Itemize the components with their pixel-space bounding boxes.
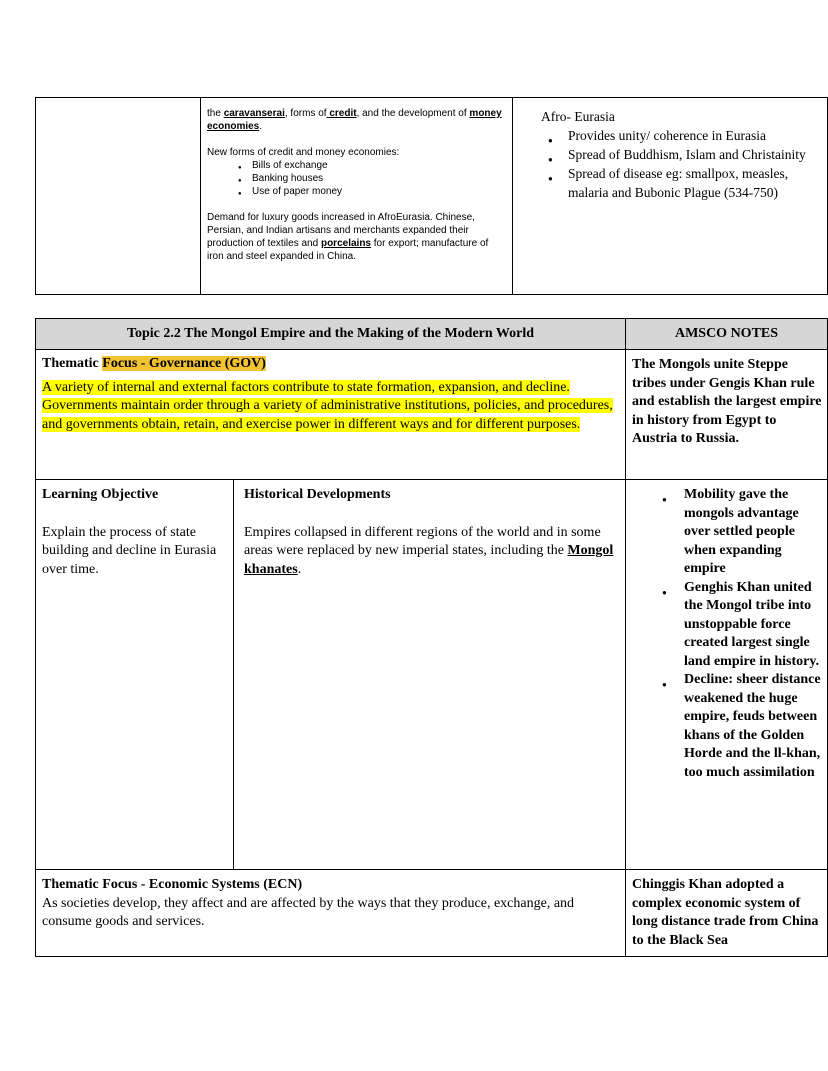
governance-amsco-note: The Mongols unite Steppe tribes under Gengis Khan rule and establish the largest empire in history from Egypt to Austria to Russia.	[632, 357, 822, 446]
governance-description: A variety of internal and external factors contribute to state formation, expansion, and decline. Governments maintain order through a variety of administrative institutions, policies, and procedures, and governments obtain, retain, and exercise power in different ways and for different purposes.	[42, 379, 613, 432]
economic-focus-heading: Thematic Focus - Economic Systems (ECN)	[42, 877, 303, 892]
spacer	[207, 133, 505, 146]
economic-focus-cell	[36, 870, 626, 956]
historical-developments-body: Empires collapsed in different regions of the world and in some areas were replaced by new imperial states, including the Mongol khanates.	[244, 524, 614, 577]
credit-money-paragraph: the caravanserai, forms of credit, and the development of money economies.	[207, 108, 502, 132]
table1-empty-cell	[36, 98, 201, 294]
table1-effects-cell	[513, 98, 827, 294]
objective-row	[36, 479, 827, 869]
list-item: ● Use of paper money	[207, 185, 505, 198]
luxury-goods-paragraph: Demand for luxury goods increased in AfroEurasia. Chinese, Persian, and Indian artisans and merchants expanded their production of textiles and porcelains for export; manufacture of iron and steel expanded in China.	[207, 212, 489, 262]
governance-row	[36, 349, 827, 479]
economic-focus-body: As societies develop, they affect and are affected by the ways that they produce, exchange, and consume goods and services.	[42, 895, 575, 929]
amsco-notes-header: AMSCO NOTES	[674, 326, 779, 341]
table1-developments-cell	[201, 98, 513, 294]
afro-eurasia-line: Afro- Eurasia	[541, 109, 615, 124]
list-item: ● Decline: sheer distance weakened the huge empire, feuds between khans of the Golden Horde and the ll-khan, too much assimilation	[632, 671, 823, 782]
list-item: ● Spread of Buddhism, Islam and Christainity	[513, 145, 823, 164]
list-item: ● Banking houses	[207, 172, 505, 185]
amsco-notes-list	[632, 486, 823, 782]
table-trade-networks	[35, 97, 828, 295]
economic-amsco-note: Chinggis Khan adopted a complex economic system of long distance trade from China to the Black Sea	[632, 877, 819, 948]
list-item: ● Mobility gave the mongols advantage over settled people when expanding empire	[632, 486, 823, 579]
learning-objective-heading: Learning Objective	[42, 487, 159, 502]
learning-objective-body: Explain the process of state building and decline in Eurasia over time.	[42, 524, 217, 577]
historical-developments-cell	[234, 480, 626, 869]
governance-title: Thematic Focus - Governance (GOV)	[42, 356, 266, 371]
effects-list	[513, 126, 823, 202]
list-item: ● Spread of disease eg: smallpox, measles, malaria and Bubonic Plague (534-750)	[513, 164, 823, 202]
list-item: ● Bills of exchange	[207, 159, 505, 172]
economic-row	[36, 869, 827, 956]
spacer	[207, 198, 505, 211]
credit-forms-list	[207, 159, 505, 198]
governance-focus-cell	[36, 350, 626, 479]
historical-developments-heading: Historical Developments	[244, 487, 391, 502]
table2-header-row	[36, 319, 827, 349]
list-item: ● Provides unity/ coherence in Eurasia	[513, 126, 823, 145]
table-topic-2-2	[35, 318, 828, 957]
list-item: ● Genghis Khan united the Mongol tribe into unstoppable force created largest single land empire in history.	[632, 579, 823, 672]
topic-title: Topic 2.2 The Mongol Empire and the Making of the Modern World	[36, 319, 626, 349]
new-forms-heading: New forms of credit and money economies:	[207, 147, 400, 158]
objective-amsco-cell	[626, 480, 827, 869]
learning-objective-cell	[36, 480, 234, 869]
